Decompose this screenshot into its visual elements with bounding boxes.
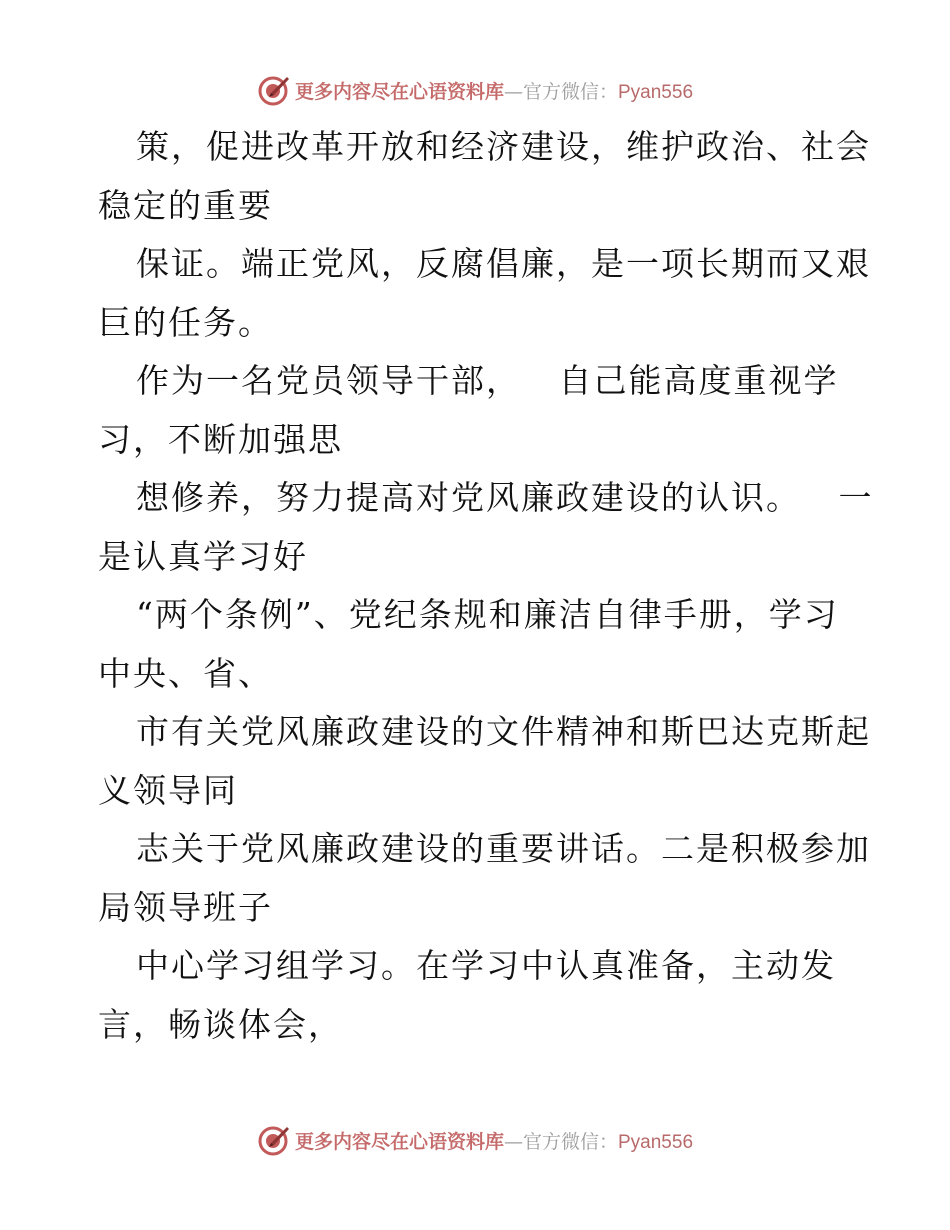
document-body	[98, 118, 874, 1054]
header-dash: —	[503, 80, 523, 103]
quill-seal-logo-icon	[257, 1123, 291, 1157]
text-line: 中央、省、	[98, 653, 273, 693]
text-line: “两个条例”、党纪条规和廉洁自律手册，学习	[136, 595, 839, 634]
text-line: 想修养，努力提高对党风廉政建设的认识。 一	[136, 478, 874, 517]
header-banner	[0, 70, 950, 110]
text-line: 市有关党风廉政建设的文件精神和斯巴达克斯起	[136, 712, 871, 751]
footer-banner	[0, 1120, 950, 1160]
text-line: 策，促进改革开放和经济建设，维护政治、社会	[136, 127, 871, 166]
text-line: 是认真学习好	[98, 536, 308, 576]
text-line: 志关于党风廉政建设的重要讲话。二是积极参加	[136, 829, 871, 868]
quill-seal-logo-icon	[257, 73, 291, 107]
footer-text	[295, 1127, 693, 1154]
text-line: 局领导班子	[98, 887, 273, 927]
text-line: 中心学习组学习。在学习中认真准备，主动发	[136, 946, 836, 985]
footer-wechat-id: Pyan556	[618, 1131, 694, 1153]
text-line: 巨的任务。	[98, 302, 273, 342]
footer-dash: —	[503, 1130, 523, 1153]
header-contact-label: 官方微信：	[522, 80, 618, 103]
header-text	[295, 77, 693, 104]
text-line: 保证。端正党风，反腐倡廉，是一项长期而又艰	[136, 244, 871, 283]
header-wechat-id: Pyan556	[618, 81, 694, 103]
text-line: 言，畅谈体会，	[98, 1004, 343, 1044]
footer-brand: 更多内容尽在心语资料库	[294, 1130, 504, 1153]
text-line: 习，不断加强思	[98, 419, 343, 459]
text-line: 作为一名党员领导干部， 自己能高度重视学	[136, 361, 839, 400]
footer-contact-label: 官方微信：	[522, 1130, 618, 1153]
text-line: 稳定的重要	[98, 185, 273, 225]
text-line: 义领导同	[98, 770, 238, 810]
header-brand: 更多内容尽在心语资料库	[294, 80, 504, 103]
